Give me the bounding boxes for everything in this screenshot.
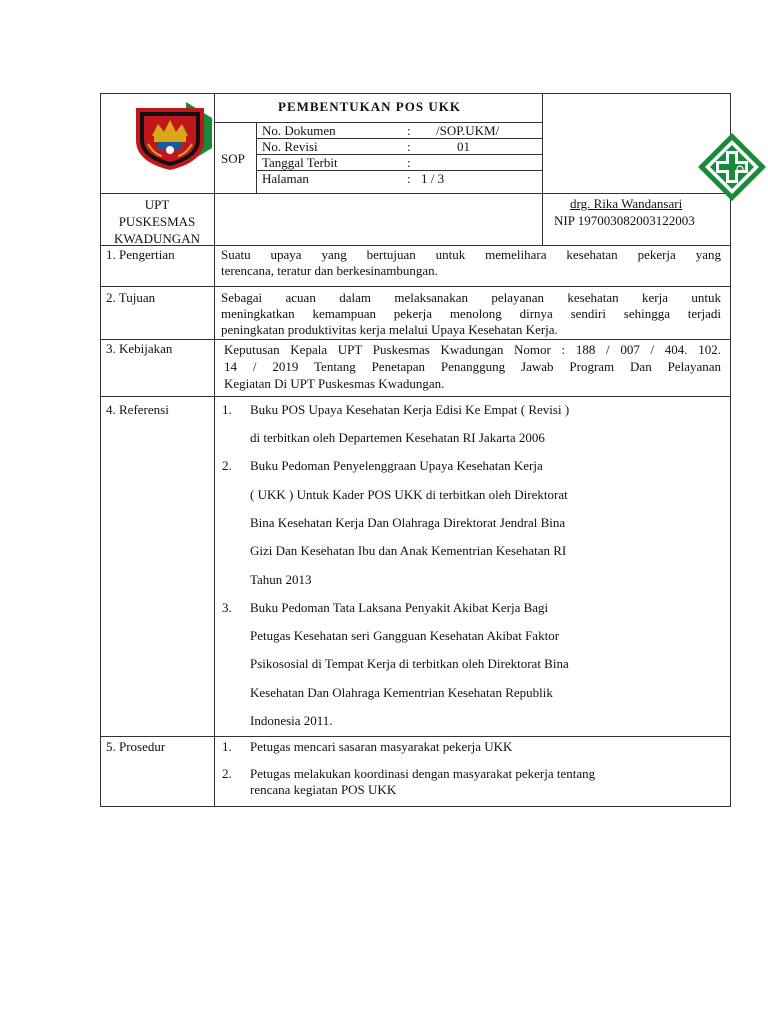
- procedure-number: 1.: [222, 739, 232, 754]
- org-line-1: UPT: [144, 197, 170, 212]
- reference-number: 2.: [222, 458, 232, 473]
- field-value-halaman: 1 / 3: [421, 171, 445, 186]
- section-label-tujuan: 2. Tujuan: [106, 290, 156, 305]
- field-value-no-dokumen: /SOP.UKM/: [436, 123, 500, 138]
- section-text-kebijakan: Keputusan Kepala UPT Puskesmas Kwadungan Nomor : 188 / 007 / 404. 102. 14 / 2019 Tentang Penetapan Penanggung Jawab Program Dan Pelayanan Kegiatan Di UPT Puskesmas Kwadungan.: [224, 342, 721, 391]
- sop-label: SOP: [221, 151, 245, 166]
- field-colon: :: [407, 171, 411, 186]
- reference-line: Bina Kesehatan Kerja Dan Olahraga Direktorat Jendral Bina: [250, 515, 566, 530]
- section-label-prosedur: 5. Prosedur: [106, 739, 166, 754]
- procedure-number: 2.: [222, 766, 232, 781]
- field-label-halaman: Halaman: [262, 171, 309, 186]
- reference-line: ( UKK ) Untuk Kader POS UKK di terbitkan oleh Direktorat: [250, 487, 568, 502]
- field-label-tanggal-terbit: Tanggal Terbit: [262, 155, 338, 170]
- field-colon: :: [407, 123, 411, 138]
- section-label-kebijakan: 3. Kebijakan: [106, 341, 173, 356]
- section-text-tujuan: Sebagai acuan dalam melaksanakan pelayanan kesehatan kerja untuk meningkatkan kemampuan pekerja menolong dirnya sendiri sehingga terjadi peningkatan produktivitas kerja melalui Upaya Kesehatan Kerja.: [221, 290, 721, 337]
- regency-emblem-icon: [130, 100, 226, 172]
- org-line-2: PUSKESMAS: [118, 214, 196, 229]
- section-text-pengertian: Suatu upaya yang bertujuan untuk memelihara kesehatan pekerja yang terencana, teratur dan berkesinambungan.: [221, 247, 721, 278]
- field-colon: :: [407, 155, 411, 170]
- signer-name: drg. Rika Wandansari: [570, 196, 683, 211]
- field-colon: :: [407, 139, 411, 154]
- reference-line: Tahun 2013: [250, 572, 312, 587]
- reference-number: 3.: [222, 600, 232, 615]
- reference-line: di terbitkan oleh Departemen Kesehatan RI Jakarta 2006: [250, 430, 545, 445]
- field-label-no-dokumen: No. Dokumen: [262, 123, 336, 138]
- reference-line: Petugas Kesehatan seri Gangguan Kesehatan Akibat Faktor: [250, 628, 560, 643]
- reference-line: Buku Pedoman Penyelenggraan Upaya Kesehatan Kerja: [250, 458, 543, 473]
- signer-nip: NIP 197003082003122003: [554, 213, 695, 228]
- procedure-line: Petugas mencari sasaran masyarakat pekerja UKK: [250, 739, 513, 754]
- reference-line: Indonesia 2011.: [250, 713, 333, 728]
- reference-line: Buku POS Upaya Kesehatan Kerja Edisi Ke Empat ( Revisi ): [250, 402, 570, 417]
- section-label-referensi: 4. Referensi: [106, 402, 169, 417]
- health-cross-logo-icon: [696, 131, 768, 203]
- org-line-3: KWADUNGAN: [114, 231, 200, 246]
- procedure-line: rencana kegiatan POS UKK: [250, 782, 397, 797]
- reference-line: Buku Pedoman Tata Laksana Penyakit Akibat Kerja Bagi: [250, 600, 549, 615]
- section-label-pengertian: 1. Pengertian: [106, 247, 175, 262]
- reference-line: Kesehatan Dan Olahraga Kementrian Kesehatan Republik: [250, 685, 553, 700]
- reference-number: 1.: [222, 402, 232, 417]
- procedure-line: Petugas melakukan koordinasi dengan masyarakat pekerja tentang: [250, 766, 596, 781]
- field-label-no-revisi: No. Revisi: [262, 139, 318, 154]
- document-title: PEMBENTUKAN POS UKK: [278, 99, 461, 114]
- reference-line: Gizi Dan Kesehatan Ibu dan Anak Kementrian Kesehatan RI: [250, 543, 567, 558]
- field-value-no-revisi: 01: [457, 139, 470, 154]
- reference-line: Psikososial di Tempat Kerja di terbitkan oleh Direktorat Bina: [250, 656, 569, 671]
